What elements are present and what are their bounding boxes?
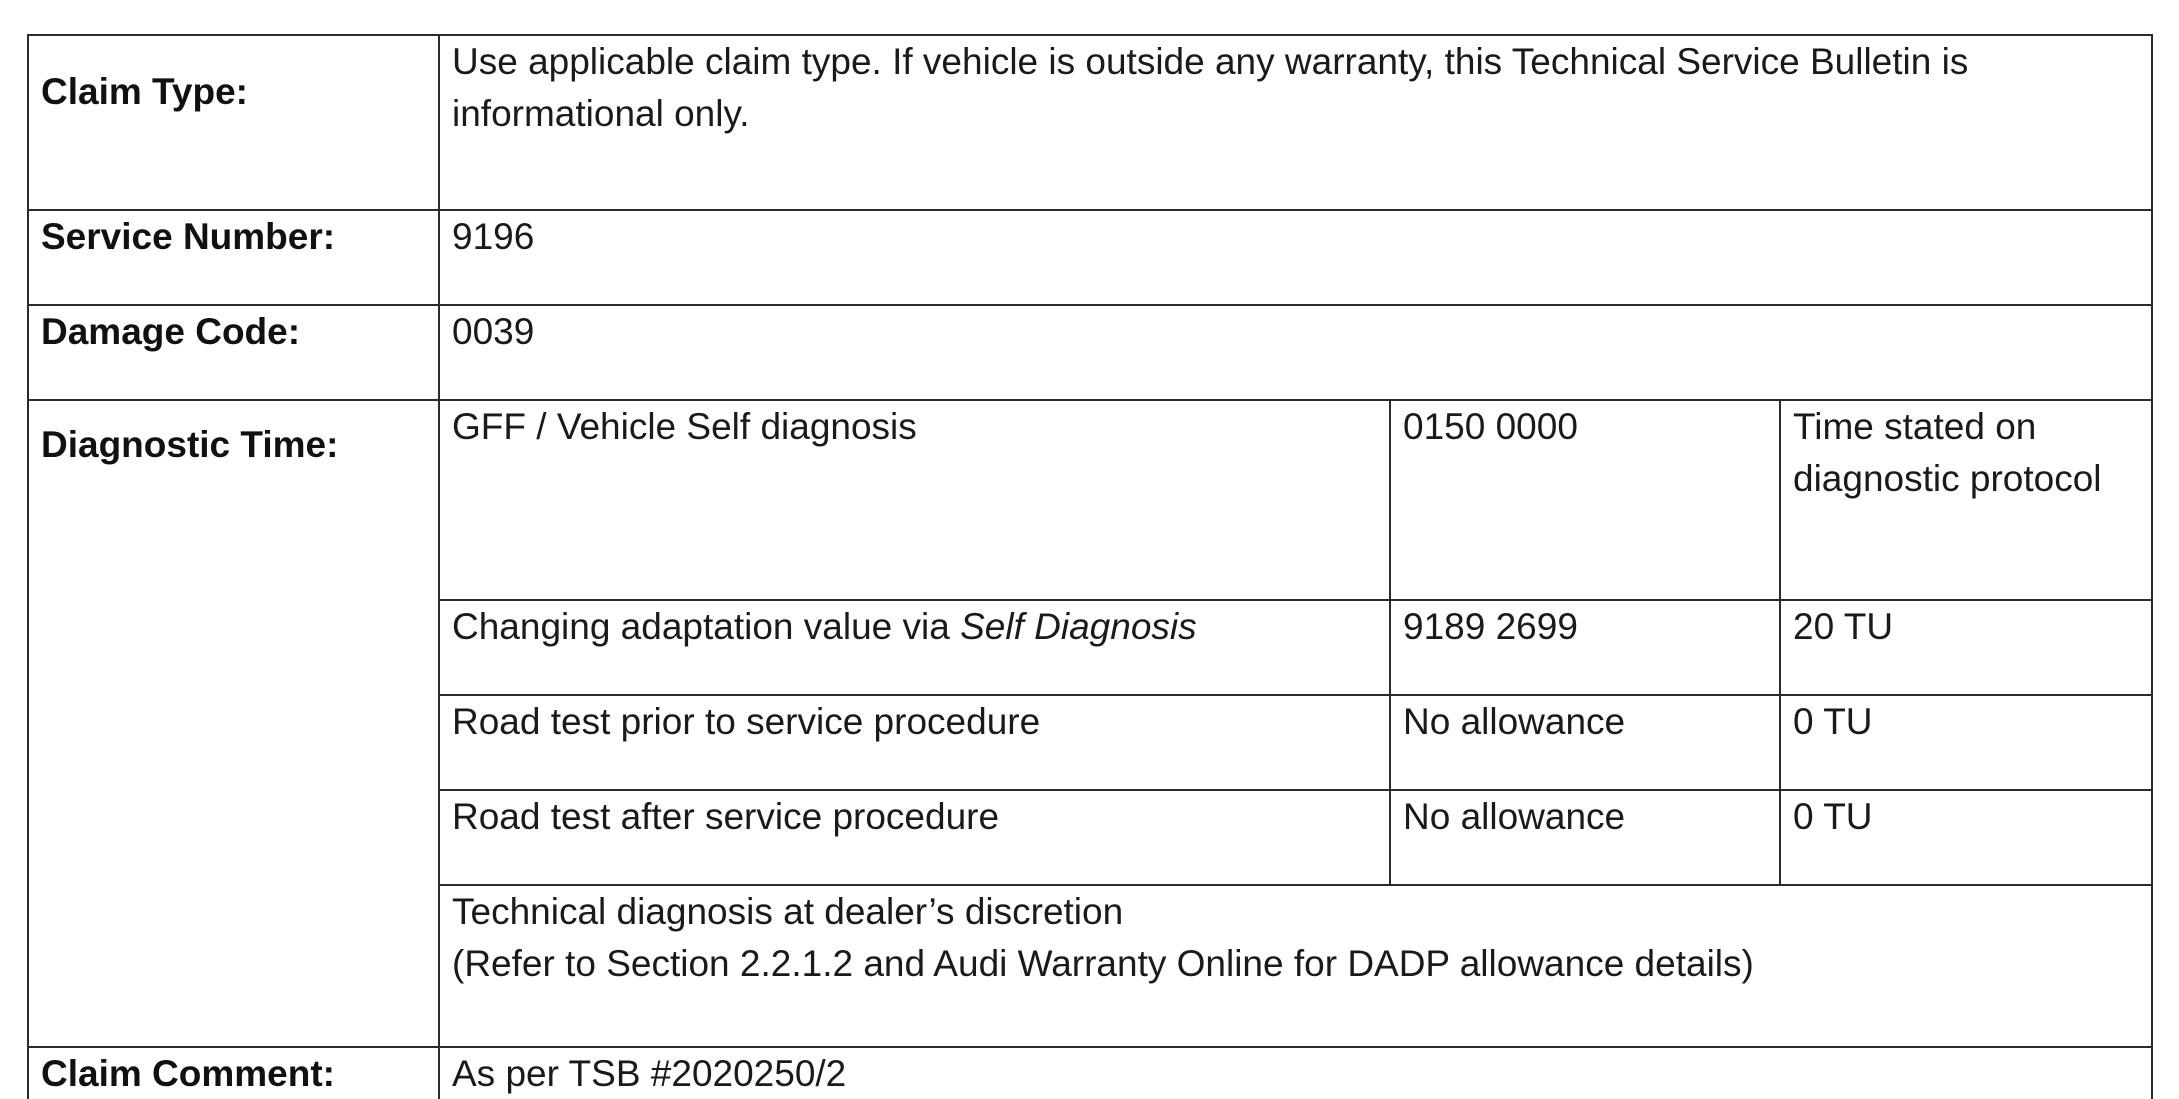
diagnostic-description [439,600,1390,695]
diagnostic-time-value: 20 TU [1780,600,2152,695]
description-text: Changing adaptation value via [452,606,961,647]
warranty-claim-table [27,34,2153,1099]
service-number-row [28,210,2152,305]
diagnostic-time-value: 0 TU [1780,695,2152,790]
diagnostic-time-label: Diagnostic Time: [28,400,439,1047]
claim-type-label: Claim Type: [28,35,439,210]
diagnostic-description: Road test after service procedure [439,790,1390,885]
diagnostic-note [439,885,2152,1047]
diagnostic-description: GFF / Vehicle Self diagnosis [439,400,1390,600]
service-number-label: Service Number: [28,210,439,305]
claim-comment-value: As per TSB #2020250/2 [439,1047,2152,1099]
service-number-value: 9196 [439,210,2152,305]
damage-code-label: Damage Code: [28,305,439,400]
damage-code-row [28,305,2152,400]
diagnostic-code: 9189 2699 [1390,600,1780,695]
diagnostic-code: 0150 0000 [1390,400,1780,600]
diagnostic-note-line: Technical diagnosis at dealer’s discretion [452,891,1124,932]
diagnostic-code: No allowance [1390,695,1780,790]
diagnostic-note-line: (Refer to Section 2.2.1.2 and Audi Warranty Online for DADP allowance details) [452,943,1754,984]
damage-code-value: 0039 [439,305,2152,400]
description-italic-text: Self Diagnosis [960,606,1197,647]
diagnostic-row [28,400,2152,600]
diagnostic-time-value: Time stated on diagnostic protocol [1780,400,2152,600]
diagnostic-time-value: 0 TU [1780,790,2152,885]
diagnostic-description: Road test prior to service procedure [439,695,1390,790]
claim-type-row [28,35,2152,210]
claim-type-value: Use applicable claim type. If vehicle is outside any warranty, this Technical Service Bulletin is informational only. [439,35,2152,210]
diagnostic-code: No allowance [1390,790,1780,885]
claim-comment-row [28,1047,2152,1099]
claim-comment-label: Claim Comment: [28,1047,439,1099]
